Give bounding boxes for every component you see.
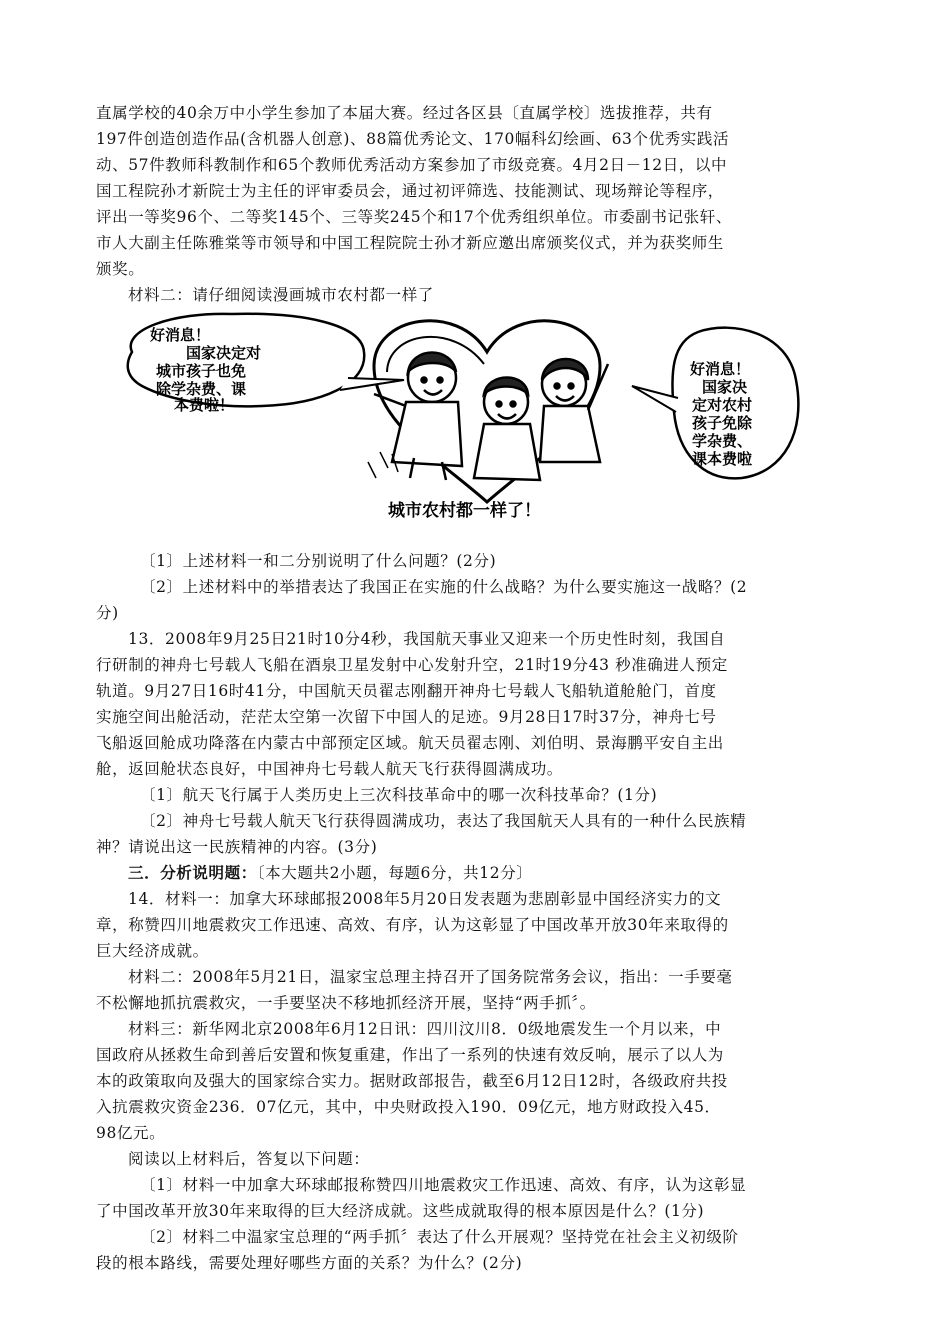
q12-sub2-line: 分): [96, 604, 119, 622]
q14-m1-line: 章，称赞四川地震救灾工作迅速、高效、有序，认为这彰显了中国改革开放30年来取得的: [96, 916, 729, 934]
q13-sub1: 〔1〕航天飞行属于人类历史上三次科技革命中的哪一次科技革命？(1分): [140, 786, 658, 804]
children-figures: [374, 353, 608, 481]
right-bubble-line: 定对农村: [692, 396, 753, 414]
q14-m2-line: 材料二：2008年5月21日，温家宝总理主持召开了国务院常务会议，指出：一手要毫: [128, 968, 733, 986]
q13-line: 轨道。9月27日16时41分，中国航天员翟志刚翻开神舟七号载人飞船轨道舱舱门，首度: [96, 682, 717, 700]
q13-line: 飞船返回舱成功降落在内蒙古中部预定区域。航天员翟志刚、刘伯明、景海鹏平安自主出: [96, 734, 724, 752]
right-bubble-line: 国家决: [702, 378, 748, 396]
cartoon-illustration: [112, 302, 808, 532]
para1-line: 197件创造创造作品(含机器人创意)、88篇优秀论文、170幅科幻绘画、63个优秀实践活: [96, 130, 730, 148]
q13-sub2-line: 神？请说出这一民族精神的内容。(3分): [96, 838, 378, 856]
q14-instruction: 阅读以上材料后，答复以下问题：: [128, 1150, 370, 1168]
left-bubble-line: 好消息！: [150, 326, 211, 344]
q13-line: 13．2008年9月25日21时10分4秒，我国航天事业又迎来一个历史性时刻，我国自: [128, 630, 726, 648]
q14-m2-line: 不松懈地抓抗震救灾，一手要坚决不移地抓经济开展，坚持“两手抓〞。: [96, 994, 596, 1012]
left-bubble-line: 本费啦！: [174, 396, 235, 414]
para1-line: 直属学校的40余万中小学生参加了本届大赛。经过各区县〔直属学校〕选拔推荐，共有: [96, 104, 713, 122]
q14-sub2-line: 〔2〕材料二中温家宝总理的“两手抓〞表达了什么开展观？坚持党在社会主义初级阶: [140, 1228, 739, 1246]
section3-heading: [128, 860, 856, 886]
q14-m3-line: 入抗震救灾资金236．07亿元，其中，中央财政投入190．09亿元，地方财政投入45．: [96, 1098, 721, 1116]
q14-m3-line: 国政府从拯救生命到善后安置和恢复重建，作出了一系列的快速有效反响，展示了以人为: [96, 1046, 724, 1064]
q14-m3-line: 98亿元。: [96, 1124, 166, 1142]
q12-sub1: 〔1〕上述材料一和二分别说明了什么问题？(2分): [140, 552, 497, 570]
q13-line: 舱，返回舱状态良好，中国神舟七号载人航天飞行获得圆满成功。: [96, 760, 563, 778]
q12-sub2-line: 〔2〕上述材料中的举措表达了我国正在实施的什么战略？为什么要实施这一战略？(2: [140, 578, 748, 596]
left-bubble-line: 除学杂费、课: [156, 380, 247, 398]
right-bubble-line: 好消息！: [690, 360, 751, 378]
q14-m3-line: 本的政策取向及强大的国家综合实力。据财政部报告，截至6月12日12时，各级政府共投: [96, 1072, 728, 1090]
para1-line: 评出一等奖96个、二等奖145个、三等奖245个和17个优秀组织单位。市委副书记张轩、: [96, 208, 732, 226]
q14-m1-line: 巨大经济成就。: [96, 942, 209, 960]
q14-sub1-line: 〔1〕材料一中加拿大环球邮报称赞四川地震救灾工作迅速、高效、有序，认为这彰显: [140, 1176, 747, 1194]
para1-line: 颁奖。: [96, 260, 145, 278]
material2-intro: 材料二：请仔细阅读漫画城市农村都一样了: [128, 286, 434, 304]
q14-m1-line: 14．材料一：加拿大环球邮报2008年5月20日发表题为悲剧彰显中国经济实力的文: [128, 890, 722, 908]
q14-sub1-line: 了中国改革开放30年来取得的巨大经济成就。这些成就取得的根本原因是什么？(1分): [96, 1202, 705, 1220]
q13-line: 行研制的神舟七号载人飞船在酒泉卫星发射中心发射升空，21时19分43 秒准确进人预定: [96, 656, 728, 674]
cartoon-caption: 城市农村都一样了！: [388, 501, 541, 521]
para1-line: 动、57件教师科教制作和65个教师优秀活动方案参加了市级竞赛。4月2日－12日，以中: [96, 156, 728, 174]
para1-line: 国工程院孙才新院士为主任的评审委员会，通过初评筛选、技能测试、现场辩论等程序，: [96, 182, 724, 200]
q14-m3-line: 材料三：新华网北京2008年6月12日讯：四川汶川8．0级地震发生一个月以来，中: [128, 1020, 722, 1038]
q14-sub2-line: 段的根本路线，需要处理好哪些方面的关系？为什么？(2分): [96, 1254, 523, 1272]
q13-sub2-line: 〔2〕神舟七号载人航天飞行获得圆满成功，表达了我国航天人具有的一种什么民族精: [140, 812, 747, 830]
right-bubble-line: 孩子免除: [692, 414, 753, 432]
left-bubble-line: 城市孩子也免: [156, 362, 247, 380]
left-bubble-line: 国家决定对: [186, 344, 262, 362]
right-bubble-line: 课本费啦: [692, 450, 753, 468]
section3-title: 三．分析说明题：: [128, 863, 257, 882]
para1-line: 市人大副主任陈雅棠等市领导和中国工程院院士孙才新应邀出席颁奖仪式，并为获奖师生: [96, 234, 724, 252]
q13-line: 实施空间出舱活动，茫茫太空第一次留下中国人的足迹。9月28日17时37分，神舟七号: [96, 708, 717, 726]
right-bubble-line: 学杂费、: [692, 432, 753, 450]
section3-note: 〔本大题共2小题，每题6分，共12分〕: [256, 864, 533, 882]
